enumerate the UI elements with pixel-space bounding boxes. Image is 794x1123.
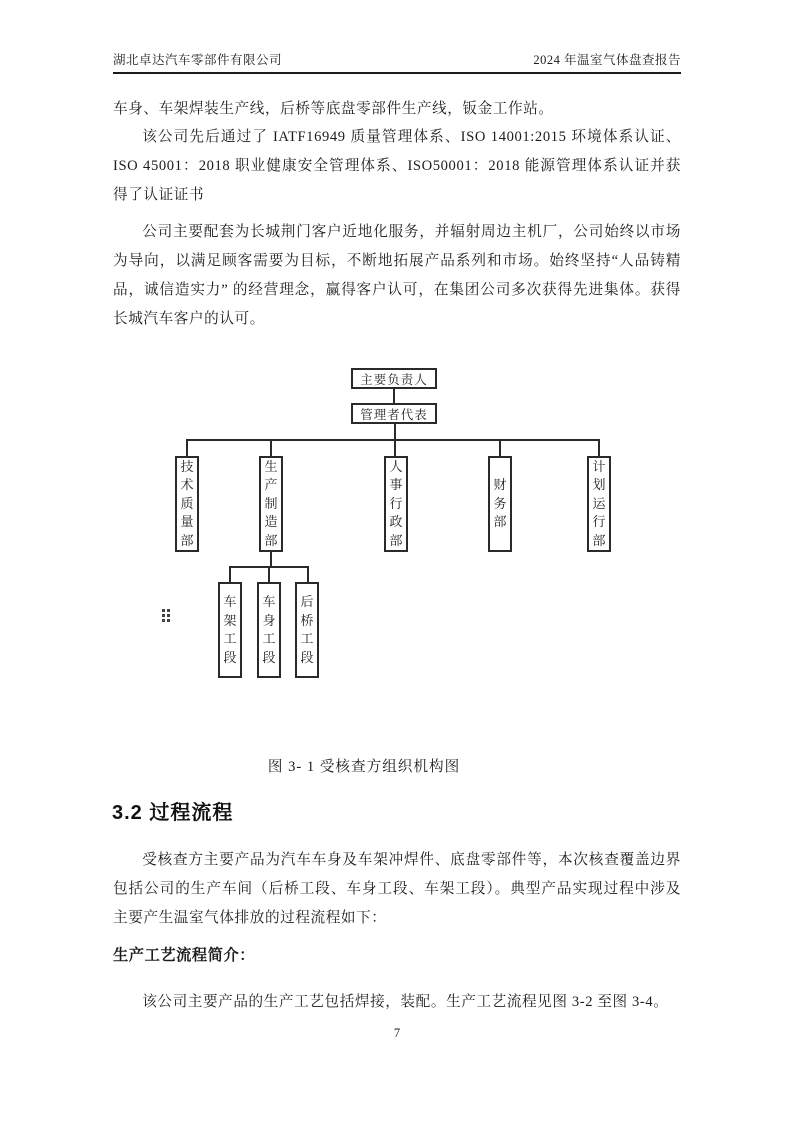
header-company-name: 湖北卓达汽车零部件有限公司 xyxy=(113,53,283,67)
dots-marker-icon xyxy=(162,609,170,622)
header-report-title: 2024 年温室气体盘查报告 xyxy=(533,53,681,67)
paragraph-scope: 受核查方主要产品为汽车车身及车架冲焊件、底盘零部件等，本次核查覆盖边界包括公司的生产车间（后桥工段、车身工段、车架工段）。典型产品实现过程中涉及主要产生温室气体排放的过程流程如下： xyxy=(113,852,681,926)
section-heading: 3.2 过程流程 xyxy=(112,802,234,824)
page-header xyxy=(113,50,681,68)
paragraph-company-market: 公司主要配套为长城荆门客户近地化服务，并辐射周边主机厂，公司始终以市场为导向，以满足顾客需要为目标，不断地拓展产品系列和市场。始终坚持“人品铸精品，诚信造实力” 的经营理念，赢得客户认可，在集团公司多次获得先进集体。获得长城汽车客户的认可。 xyxy=(113,224,681,327)
org-box-workshop-frame: 车架工段 xyxy=(218,582,242,678)
org-box-dept-hr-admin: 人事行政部 xyxy=(384,456,408,552)
figure-caption: 图 3- 1 受核查方组织机构图 xyxy=(267,759,461,775)
org-box-dept-tech-quality: 技术质量部 xyxy=(175,456,199,552)
org-box-representative: 管理者代表 xyxy=(351,403,437,424)
org-box-dept-production: 生产制造部 xyxy=(259,456,283,552)
org-box-dept-finance: 财务部 xyxy=(488,456,512,552)
subheading-process-intro: 生产工艺流程简介： xyxy=(113,947,256,964)
header-rule xyxy=(113,72,681,74)
page-number: 7 xyxy=(393,1026,401,1040)
paragraph-process: 该公司主要产品的生产工艺包括焊接，装配。生产工艺流程见图 3-2 至图 3-4。 xyxy=(142,994,669,1010)
paragraph-production-lines: 车身、车架焊装生产线，后桥等底盘零部件生产线，钣金工作站。 xyxy=(113,101,554,117)
org-connector xyxy=(393,388,395,404)
org-box-root: 主要负责人 xyxy=(351,368,437,389)
org-box-dept-planning: 计划运行部 xyxy=(587,456,611,552)
paragraph-certifications: 该公司先后通过了 IATF16949 质量管理体系、ISO 14001:2015 环境体系认证、ISO 45001：2018 职业健康安全管理体系、ISO50001：2018 能源管理体系认证并获得了认证证书 xyxy=(113,129,681,203)
org-box-workshop-rear-axle: 后桥工段 xyxy=(295,582,319,678)
org-connector xyxy=(186,439,600,441)
org-box-workshop-body: 车身工段 xyxy=(257,582,281,678)
